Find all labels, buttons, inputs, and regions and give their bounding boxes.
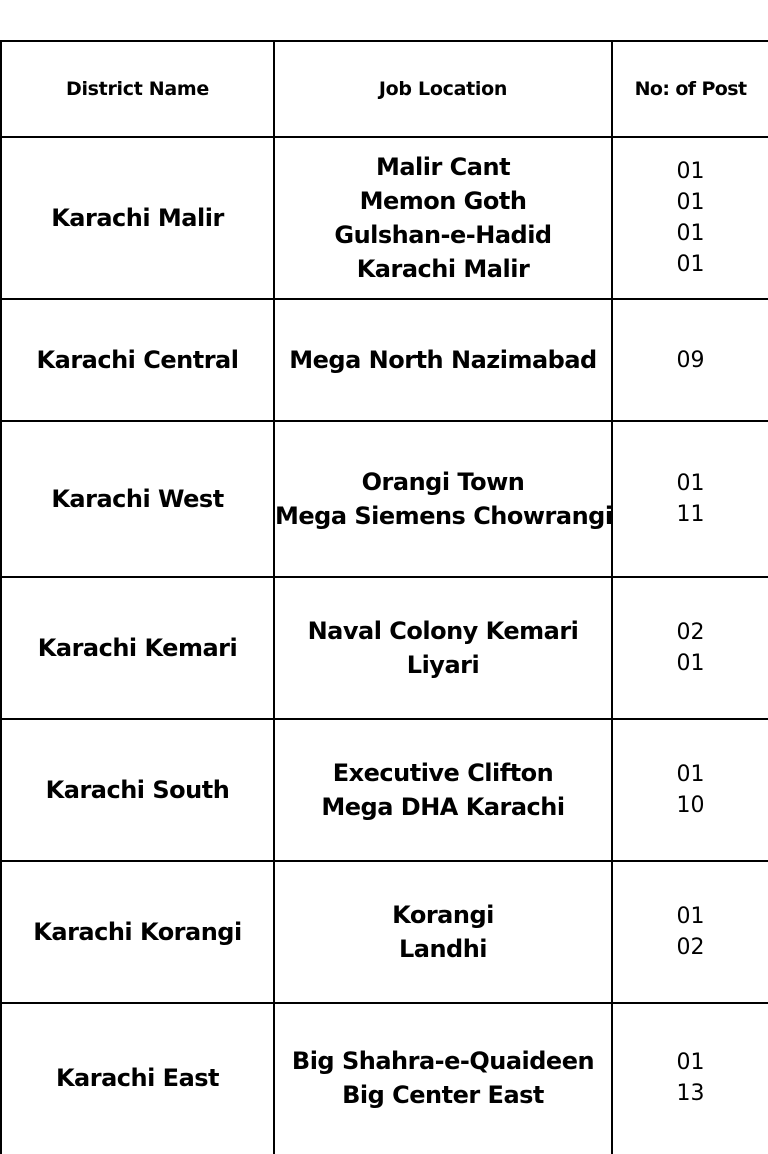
location-line: Karachi Malir — [356, 255, 530, 283]
post-count: 01 — [676, 159, 705, 184]
post-count: 01 — [676, 190, 705, 215]
district-cell: Karachi Central — [1, 299, 274, 421]
header-job-location: Job Location — [274, 41, 612, 137]
post-count: 01 — [676, 651, 705, 676]
posts-cell — [612, 421, 768, 577]
district-cell: Karachi East — [1, 1003, 274, 1153]
post-count: 01 — [676, 252, 705, 277]
district-cell: Karachi South — [1, 719, 274, 861]
job-posts-sheet — [0, 40, 768, 1152]
posts-cell — [612, 299, 768, 421]
table-row — [1, 719, 768, 861]
location-cell — [274, 137, 612, 299]
location-line: Naval Colony Kemari — [307, 617, 579, 645]
post-count: 11 — [676, 502, 705, 527]
post-count: 02 — [676, 620, 705, 645]
location-line: Big Shahra-e-Quaideen — [291, 1047, 595, 1075]
district-cell: Karachi Kemari — [1, 577, 274, 719]
post-count: 01 — [676, 904, 705, 929]
table-row — [1, 137, 768, 299]
district-cell: Karachi Korangi — [1, 861, 274, 1003]
location-cell — [274, 861, 612, 1003]
location-line: Mega DHA Karachi — [321, 793, 565, 821]
post-count: 02 — [676, 935, 705, 960]
post-count: 01 — [676, 471, 705, 496]
posts-cell — [612, 861, 768, 1003]
table-row — [1, 861, 768, 1003]
job-posts-table — [0, 40, 768, 1154]
header-district-name: District Name — [1, 41, 274, 137]
table-row — [1, 299, 768, 421]
location-line: Memon Goth — [359, 187, 527, 215]
location-line: Big Center East — [342, 1081, 544, 1109]
district-cell: Karachi Malir — [1, 137, 274, 299]
table-header-row — [1, 41, 768, 137]
posts-cell — [612, 577, 768, 719]
location-line: Gulshan-e-Hadid — [334, 221, 552, 249]
location-line: Mega Siemens Chowrangi — [275, 502, 613, 530]
posts-cell — [612, 719, 768, 861]
location-line: Malir Cant — [375, 153, 511, 181]
post-count: 01 — [676, 221, 705, 246]
location-cell — [274, 1003, 612, 1153]
location-line: Mega North Nazimabad — [289, 346, 597, 374]
post-count: 09 — [676, 347, 705, 373]
district-cell: Karachi West — [1, 421, 274, 577]
location-line: Landhi — [398, 935, 488, 963]
location-line: Executive Clifton — [332, 759, 554, 787]
location-line: Korangi — [392, 901, 494, 929]
table-row — [1, 421, 768, 577]
location-line: Liyari — [406, 651, 480, 679]
table-row — [1, 577, 768, 719]
post-count: 01 — [676, 762, 705, 787]
posts-cell — [612, 1003, 768, 1153]
location-line: Orangi Town — [361, 468, 525, 496]
posts-cell — [612, 137, 768, 299]
location-cell — [274, 577, 612, 719]
post-count: 13 — [676, 1081, 705, 1106]
location-cell — [274, 299, 612, 421]
table-row — [1, 1003, 768, 1153]
header-no-of-post: No: of Post — [612, 41, 768, 137]
location-cell — [274, 719, 612, 861]
post-count: 10 — [676, 793, 705, 818]
location-cell — [274, 421, 612, 577]
post-count: 01 — [676, 1050, 705, 1075]
